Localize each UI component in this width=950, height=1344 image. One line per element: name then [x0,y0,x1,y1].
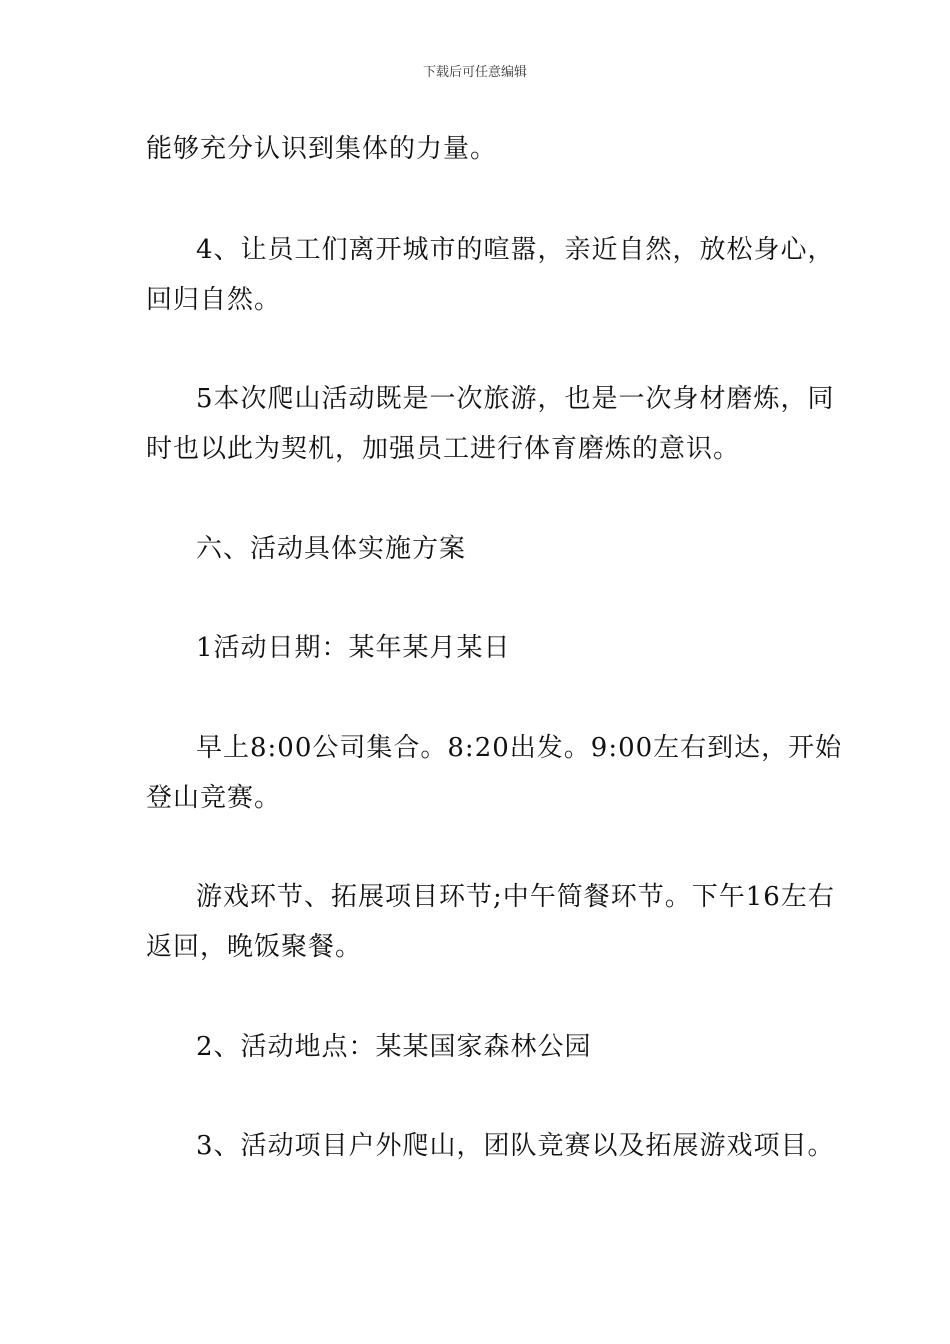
paragraph-line: 游戏环节、拓展项目环节;中午简餐环节。下午16左右 [196,882,835,912]
paragraph-line: 5本次爬山活动既是一次旅游，也是一次身材磨炼，同 [196,384,835,414]
paragraph-line: 1活动日期：某年某月某日 [196,633,511,663]
page-header: 下载后可任意编辑 [422,65,527,80]
paragraph-line: 早上8:00公司集合。8:20出发。9:00左右到达，开始 [196,733,843,763]
paragraph-line: 3、活动项目户外爬山，团队竞赛以及拓展游戏项目。 [196,1131,835,1161]
paragraph-line: 登山竞赛。 [146,783,282,813]
paragraph-line: 2、活动地点：某某国家森林公园 [196,1032,592,1062]
paragraph-line: 能够充分认识到集体的力量。 [146,134,498,164]
paragraph-line: 返回，晚饭聚餐。 [146,932,363,962]
section-heading: 六、活动具体实施方案 [196,534,467,564]
paragraph-line: 回归自然。 [146,285,282,315]
paragraph-line: 时也以此为契机，加强员工进行体育磨炼的意识。 [146,434,741,464]
paragraph-line: 4、让员工们离开城市的喧嚣，亲近自然，放松身心， [196,235,835,265]
